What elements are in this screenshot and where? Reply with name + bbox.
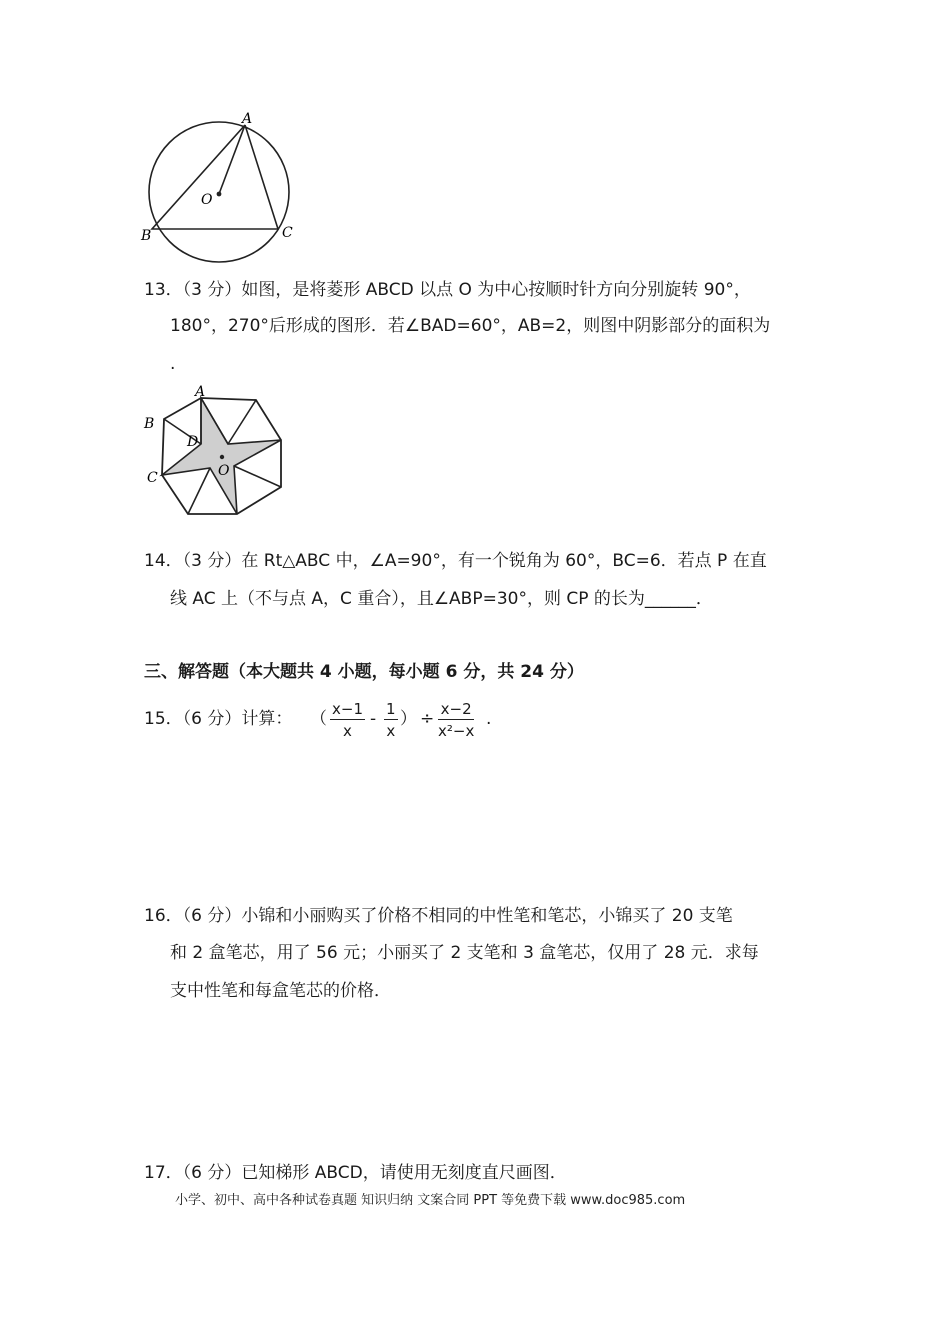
- q13-line2: 180°，270°后形成的图形．若∠BAD=60°，AB=2，则图中阴影部分的面积为: [170, 316, 771, 336]
- label-c: C: [282, 225, 293, 241]
- label-o: O: [201, 192, 213, 208]
- center-point: [220, 455, 224, 459]
- q17-line1: 17．（6 分）已知梯形 ABCD，请使用无刻度直尺画图．: [144, 1163, 567, 1183]
- q15-period: .: [486, 709, 492, 729]
- q15-prefix: 15．（6 分）计算：: [144, 709, 293, 729]
- radius-segment: [219, 125, 245, 194]
- label-b: B: [144, 416, 155, 432]
- q15-close-paren: ）: [400, 709, 417, 729]
- fraction-3-numerator: x−2: [438, 700, 474, 720]
- q15-fraction-1: [330, 700, 365, 740]
- q15-open-paren: （: [310, 709, 327, 729]
- label-d: D: [187, 434, 199, 450]
- label-a: A: [195, 384, 206, 400]
- edge-5: [234, 466, 281, 487]
- edge-2: [228, 400, 256, 444]
- label-o: O: [218, 463, 230, 479]
- q15-minus: -: [370, 709, 377, 729]
- q13-line3: .: [170, 354, 176, 374]
- q16-line2: 和 2 盒笔芯，用了 56 元；小丽买了 2 支笔和 3 盒笔芯，仅用了 28 元．求每: [170, 943, 759, 963]
- q16-line3: 支中性笔和每盒笔芯的价格．: [170, 981, 391, 1001]
- q13-line1: 13．（3 分）如图，是将菱形 ABCD 以点 O 为中心按顺时针方向分别旋转 90°，: [144, 280, 751, 300]
- q15-fraction-2: [384, 700, 398, 740]
- circle-triangle-figure: [135, 108, 305, 268]
- rhombus-star-figure: [138, 382, 290, 522]
- section-heading: 三、解答题（本大题共 4 小题，每小题 6 分，共 24 分）: [144, 662, 584, 682]
- q14-line2: 线 AC 上（不与点 A，C 重合），且∠ABP=30°，则 CP 的长为______．: [170, 589, 713, 609]
- fraction-3-denominator: x²−x: [438, 722, 475, 740]
- fraction-1-denominator: x: [343, 722, 352, 740]
- q15-divide: ÷: [420, 709, 435, 729]
- label-c: C: [147, 470, 158, 486]
- fraction-2-numerator: 1: [386, 700, 396, 718]
- q14-line1: 14．（3 分）在 Rt△ABC 中，∠A=90°，有一个锐角为 60°，BC=6．若点 P 在直: [144, 551, 767, 571]
- fraction-2-denominator: x: [386, 722, 396, 740]
- q15-fraction-3: [438, 700, 474, 740]
- label-b: B: [141, 228, 152, 244]
- edge-6: [188, 468, 210, 514]
- center-point: [217, 192, 222, 197]
- q16-line1: 16．（6 分）小锦和小丽购买了价格不相同的中性笔和笔芯，小锦买了 20 支笔: [144, 906, 733, 926]
- fraction-1-numerator: x−1: [332, 700, 363, 718]
- label-a: A: [242, 111, 253, 127]
- page-footer: 小学、初中、高中各种试卷真题 知识归纳 文案合同 PPT 等免费下载 www.doc985.com: [175, 1193, 686, 1208]
